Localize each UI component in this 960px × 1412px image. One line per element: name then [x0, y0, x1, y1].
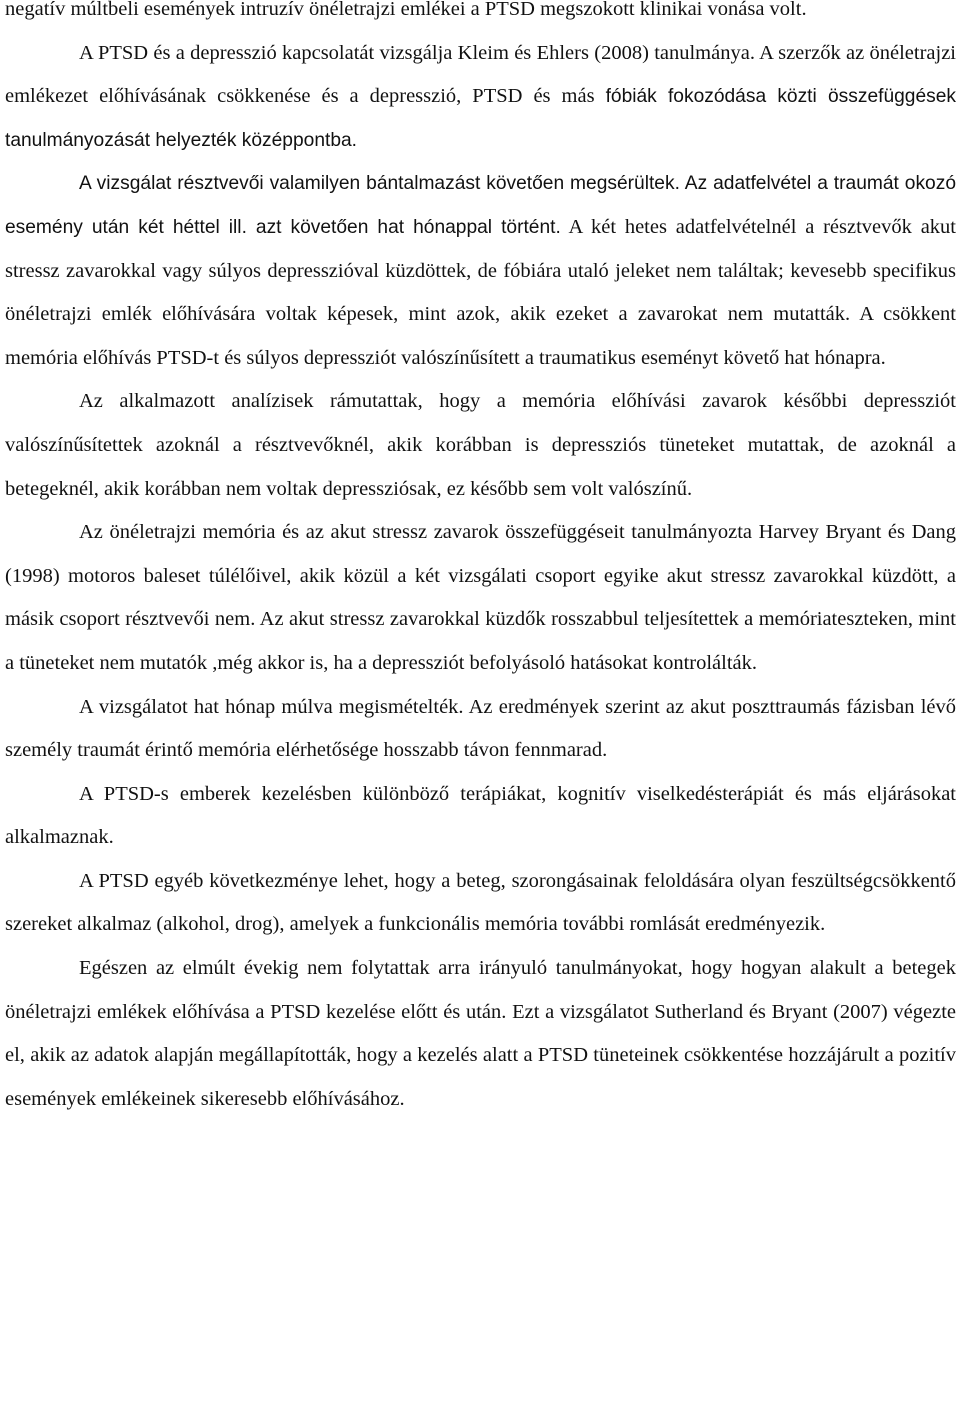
paragraph-text: Egészen az elmúlt évekig nem folytattak arra irányuló tanulmányokat, hogy hogyan alakult a betegek önéletrajzi emlékek előhívása a PTSD kezelése előtt és után. Ezt a vizsgálatot Sutherland és Bryant (2007) végezte el, akik az adatok alapján megállapították, hogy a kezelés alatt a PTSD tüneteinek csökkentése hozzájárult a pozitív események emlékeinek sikeresebb előhívásához. [5, 957, 956, 1110]
paragraph-text: Az alkalmazott analízisek rámutattak, hogy a memória előhívási zavarok későbbi depressziót valószínűsítettek azoknál a résztvevőknél, akik korábban is depressziós tüneteket mutattak, de azoknál a betegeknél, akik korábban nem voltak depressziósak, ez később sem volt valószínű. [5, 390, 956, 500]
paragraph-kleim-ehlers [5, 32, 956, 163]
paragraph-text: A két hetes adatfelvételnél a résztvevők akut stressz zavarokkal vagy súlyos depresszióval küzdöttek, de fóbiára utaló jeleket nem találtak; kevesebb specifikus önéletrajzi emlék előhívására voltak képesek, mint azok, akik ezeket a zavarokat nem mutatták. A csökkent memória előhívás PTSD-t és súlyos depressziót valószínűsített a traumatikus eseményt követő hat hónapra. [5, 215, 957, 369]
paragraph-text: A PTSD-s emberek kezelésben különböző terápiákat, kognitív viselkedésterápiát és más eljárásokat alkalmaznak. [5, 782, 956, 849]
paragraph-repeat-study [5, 686, 956, 773]
paragraph-text: negatív múltbeli események intruzív önéletrajzi emlékei a PTSD megszokott klinikai vonása volt. [5, 0, 807, 20]
paragraph-text: fóbiák fokozódása közti összefüggések tanulmányozását helyezték középpontba. [5, 86, 956, 151]
paragraph-consequences [5, 860, 956, 947]
paragraph-sutherland-bryant [5, 947, 956, 1121]
paragraph-text: A vizsgálatot hat hónap múlva megismételték. Az eredmények szerint az akut poszttraumás fázisban lévő személy traumát érintő memória elérhetősége hosszabb távon fennmarad. [5, 695, 956, 762]
paragraph-text: Az önéletrajzi memória és az akut stressz zavarok összefüggéseit tanulmányozta Harvey Bryant és Dang (1998) motoros baleset túlélőivel, akik közül a két vizsgálati csoport egyike akut stressz zavarokkal küzdött, a másik csoport résztvevői nem. Az akut stressz zavarokkal küzdők rosszabbul teljesítettek a memóriateszteken, mint a tüneteket nem mutatók ,még akkor is, ha a depressziót befolyásoló hatásokat kontrolálták. [5, 521, 956, 674]
paragraph-text: A vizsgálat résztvevői valamilyen bántalmazást követően megsérültek. Az adatfelvétel a traumát okozó esemény után két héttel ill. azt követően hat hónappal történt. [5, 173, 956, 238]
paragraph-intro [5, 0, 956, 32]
paragraph-analysis [5, 380, 956, 511]
paragraph-study-participants [5, 162, 956, 380]
paragraph-treatment [5, 773, 956, 860]
paragraph-harvey-bryant [5, 511, 956, 685]
paragraph-text: A PTSD egyéb következménye lehet, hogy a beteg, szorongásainak feloldására olyan feszültségcsökkentő szereket alkalmaz (alkohol, drog), amelyek a funkcionális memória további romlását eredményezik. [5, 869, 956, 936]
paragraph-text: A PTSD és a depresszió kapcsolatát vizsgálja Kleim és Ehlers (2008) tanulmánya. A szerzők az önéletrajzi emlékezet előhívásának csökkenése és a depresszió, PTSD és más [5, 41, 956, 108]
